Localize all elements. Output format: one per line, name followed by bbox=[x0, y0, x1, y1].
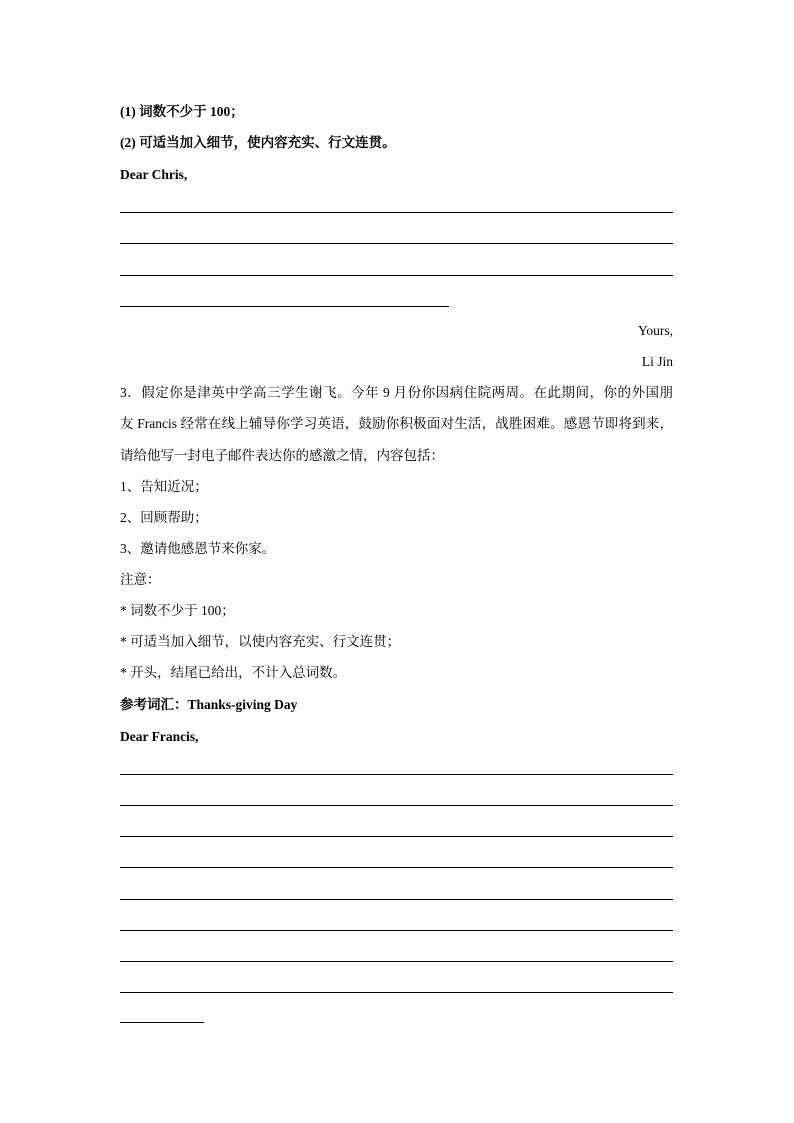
letter-greeting-francis: Dear Francis, bbox=[120, 729, 199, 744]
content-point-1: 1、告知近况； bbox=[120, 479, 208, 494]
writing-line bbox=[120, 899, 673, 900]
writing-line bbox=[120, 275, 673, 276]
requirement-2: (2) 可适当加入细节，使内容充实、行文连贯。 bbox=[120, 135, 396, 150]
writing-line bbox=[120, 961, 673, 962]
writing-line bbox=[120, 805, 673, 806]
question-prompt-line: 请给他写一封电子邮件表达你的感激之情，内容包括： bbox=[120, 448, 444, 463]
letter-signature: Li Jin bbox=[641, 354, 673, 369]
reference-vocabulary: 参考词汇：Thanks-giving Day bbox=[120, 697, 298, 712]
content-point-2: 2、回顾帮助； bbox=[120, 510, 208, 525]
writing-line bbox=[120, 774, 673, 775]
note-item-3: * 开头，结尾已给出，不计入总词数。 bbox=[120, 665, 347, 680]
note-item-2: * 可适当加入细节，以使内容充实、行文连贯； bbox=[120, 634, 401, 649]
writing-line-short bbox=[120, 306, 449, 307]
question-prompt-line: 友 Francis 经常在线上辅导你学习英语，鼓励你积极面对生活，战胜困难。感恩节即将到来， bbox=[120, 416, 673, 431]
letter-greeting-chris: Dear Chris, bbox=[120, 167, 188, 182]
note-title: 注意： bbox=[120, 572, 161, 587]
requirement-1: (1) 词数不少于 100； bbox=[120, 104, 244, 119]
writing-line-short bbox=[120, 1022, 204, 1023]
question-prompt-line: 3．假定你是津英中学高三学生谢飞。今年 9 月份你因病住院两周。在此期间，你的外国朋 bbox=[120, 385, 673, 400]
writing-line bbox=[120, 930, 673, 931]
writing-line bbox=[120, 867, 673, 868]
writing-line bbox=[120, 243, 673, 244]
writing-line bbox=[120, 212, 673, 213]
writing-line bbox=[120, 992, 673, 993]
letter-closing: Yours, bbox=[637, 323, 673, 338]
writing-line bbox=[120, 836, 673, 837]
content-point-3: 3、邀请他感恩节来你家。 bbox=[120, 541, 276, 556]
note-item-1: * 词数不少于 100； bbox=[120, 603, 235, 618]
